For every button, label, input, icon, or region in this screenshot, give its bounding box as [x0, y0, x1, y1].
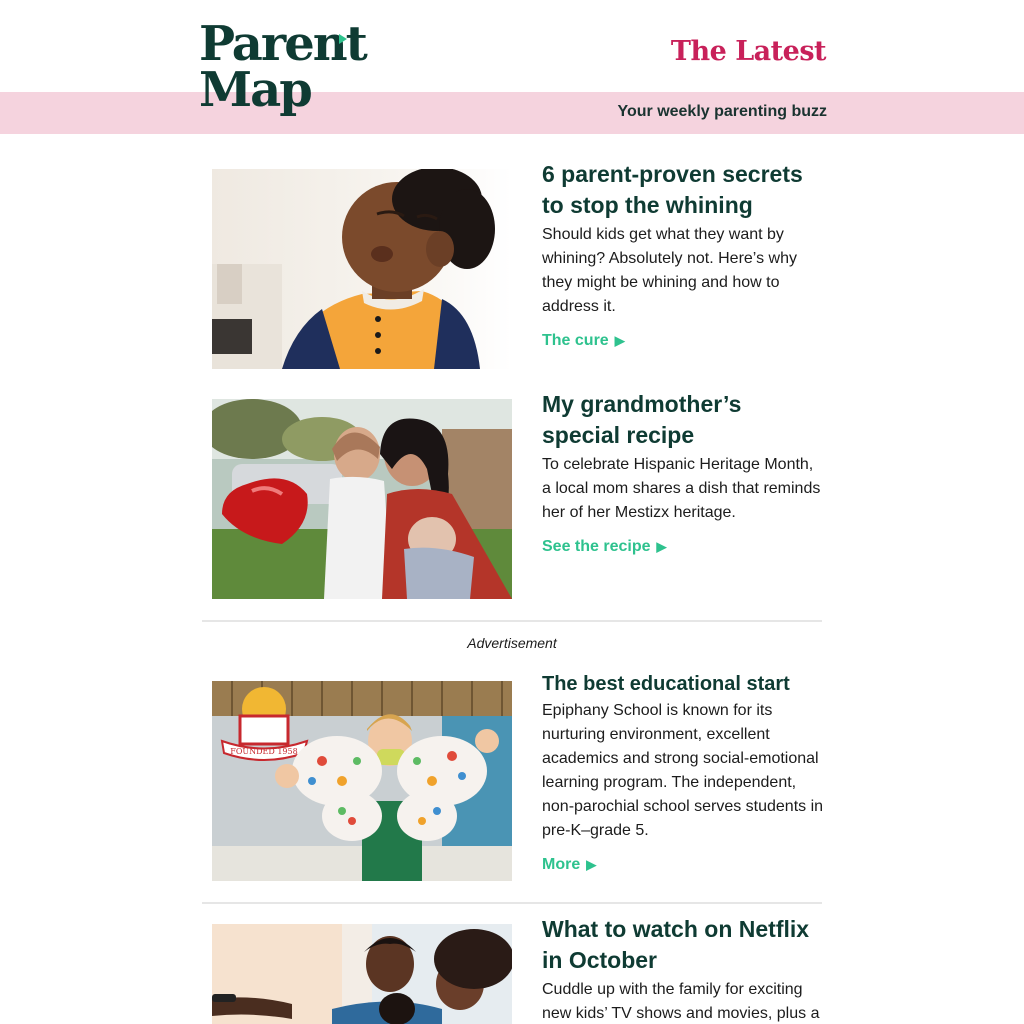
- article-description: To celebrate Hispanic Heritage Month, a local mom shares a dish that reminds her of her Mestizx heritage.: [542, 456, 821, 521]
- article-description: Should kids get what they want by whining? Absolutely not. Here’s why they might be whining and how to address it.: [542, 226, 797, 315]
- article-image-family-watching-tv[interactable]: [212, 924, 512, 1024]
- see-the-recipe-link[interactable]: [542, 535, 667, 559]
- logo-word-map: Map: [199, 62, 311, 118]
- article-description: Epiphany School is known for its nurturing environment, excellent academics and strong social-emotional learning program. The independent, non-parochial school serves students in pre-K–grade 5.: [542, 702, 824, 839]
- article-image-school-butterfly[interactable]: [212, 681, 512, 881]
- article-title[interactable]: The best educational start: [542, 673, 790, 695]
- play-arrow-icon: ▶: [656, 539, 667, 554]
- parentmap-logo[interactable]: [199, 16, 366, 120]
- article-title[interactable]: My grandmother’s special recipe: [542, 391, 742, 448]
- school-crest-text: FOUNDED 1958: [230, 747, 298, 756]
- advertisement-label: Advertisement: [467, 635, 557, 651]
- section-title: The Latest: [670, 36, 826, 67]
- divider: [202, 620, 822, 622]
- article-text: [542, 391, 824, 559]
- article-image-family-outdoors[interactable]: [212, 399, 512, 599]
- more-link[interactable]: [542, 853, 596, 877]
- tagline-band: [0, 92, 1024, 134]
- cta-label: See the recipe: [542, 538, 651, 555]
- logo-play-icon: [339, 34, 347, 44]
- article-description: Cuddle up with the family for exciting new kids’ TV shows and movies, plus a: [542, 981, 820, 1022]
- the-cure-link[interactable]: [542, 329, 625, 353]
- play-arrow-icon: ▶: [614, 333, 625, 348]
- article-text: [542, 916, 824, 1024]
- cta-label: The cure: [542, 332, 609, 349]
- article-text: [542, 673, 824, 877]
- article-title[interactable]: 6 parent-proven secrets to stop the whining: [542, 161, 803, 218]
- tagline: Your weekly parenting buzz: [617, 103, 827, 120]
- play-arrow-icon: ▶: [586, 857, 597, 872]
- article-title[interactable]: What to watch on Netflix in October: [542, 916, 810, 973]
- article-text: [542, 161, 824, 353]
- cta-label: More: [542, 856, 581, 873]
- header: [0, 0, 1024, 92]
- article-image-toddler-whining[interactable]: [212, 169, 512, 369]
- divider: [202, 902, 822, 904]
- logo-word-parent: Parent: [199, 16, 366, 72]
